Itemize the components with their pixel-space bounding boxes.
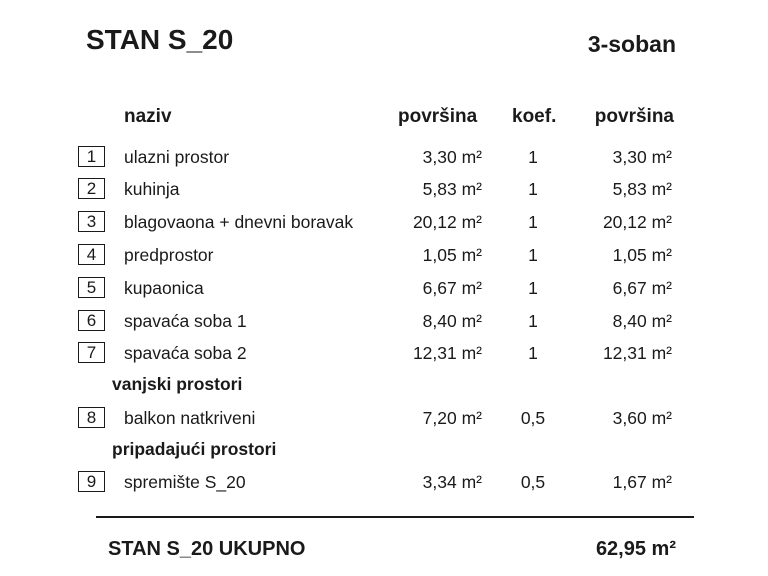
apartment-type: 3-soban [587,31,676,57]
room-number-box: 8 [78,407,105,428]
room-row [0,310,768,334]
room-area: 7,20 m² [422,408,482,428]
room-area: 8,40 m² [422,311,482,331]
room-row [0,277,768,301]
room-row [0,178,768,202]
room-result: 12,31 m² [602,343,672,363]
room-koef: 1 [528,343,538,363]
room-koef: 1 [528,212,538,232]
room-name: ulazni prostor [124,147,230,167]
room-area: 20,12 m² [412,212,482,232]
room-koef: 1 [528,147,538,167]
room-row [0,407,768,431]
apartment-title: STAN S_20 [86,24,234,55]
room-number-box: 7 [78,342,105,363]
room-area: 1,05 m² [422,245,482,265]
room-number-box: 4 [78,244,105,265]
room-result: 6,67 m² [612,278,672,298]
room-number-box: 5 [78,277,105,298]
room-row [0,342,768,366]
room-row [0,146,768,170]
room-number-box: 6 [78,310,105,331]
room-name: kuhinja [124,179,180,199]
total-label: STAN S_20 UKUPNO [108,538,306,560]
section-heading-outdoor: vanjski prostori [112,374,243,394]
room-name: predprostor [124,245,214,265]
room-number-box: 1 [78,146,105,167]
column-header-naziv: naziv [124,106,172,127]
room-koef: 0,5 [520,472,546,492]
room-result: 8,40 m² [612,311,672,331]
section-heading-belonging: pripadajući prostori [112,439,277,459]
room-name: spremište S_20 [124,472,246,492]
room-koef: 1 [528,311,538,331]
room-koef: 1 [528,278,538,298]
room-area: 3,34 m² [422,472,482,492]
room-number-box: 3 [78,211,105,232]
room-koef: 1 [528,245,538,265]
room-name: balkon natkriveni [124,408,256,428]
column-header-koef: koef. [512,106,557,127]
room-number-box: 9 [78,471,105,492]
room-result: 1,67 m² [612,472,672,492]
room-name: kupaonica [124,278,204,298]
column-header-povrsina-result: površina [594,106,674,127]
column-header-povrsina: površina [398,106,478,127]
room-koef: 1 [528,179,538,199]
room-name: spavaća soba 1 [124,311,247,331]
room-area: 5,83 m² [422,179,482,199]
room-area: 3,30 m² [422,147,482,167]
room-result: 1,05 m² [612,245,672,265]
room-name: spavaća soba 2 [124,343,247,363]
room-result: 20,12 m² [602,212,672,232]
room-number-box: 2 [78,178,105,199]
total-divider [96,516,694,518]
room-area: 12,31 m² [412,343,482,363]
room-row [0,471,768,495]
room-result: 3,60 m² [612,408,672,428]
room-result: 5,83 m² [612,179,672,199]
room-koef: 0,5 [520,408,546,428]
room-result: 3,30 m² [612,147,672,167]
room-name: blagovaona + dnevni boravak [124,212,354,232]
room-row [0,211,768,235]
room-row [0,244,768,268]
room-area: 6,67 m² [422,278,482,298]
total-value: 62,95 m² [595,538,676,560]
